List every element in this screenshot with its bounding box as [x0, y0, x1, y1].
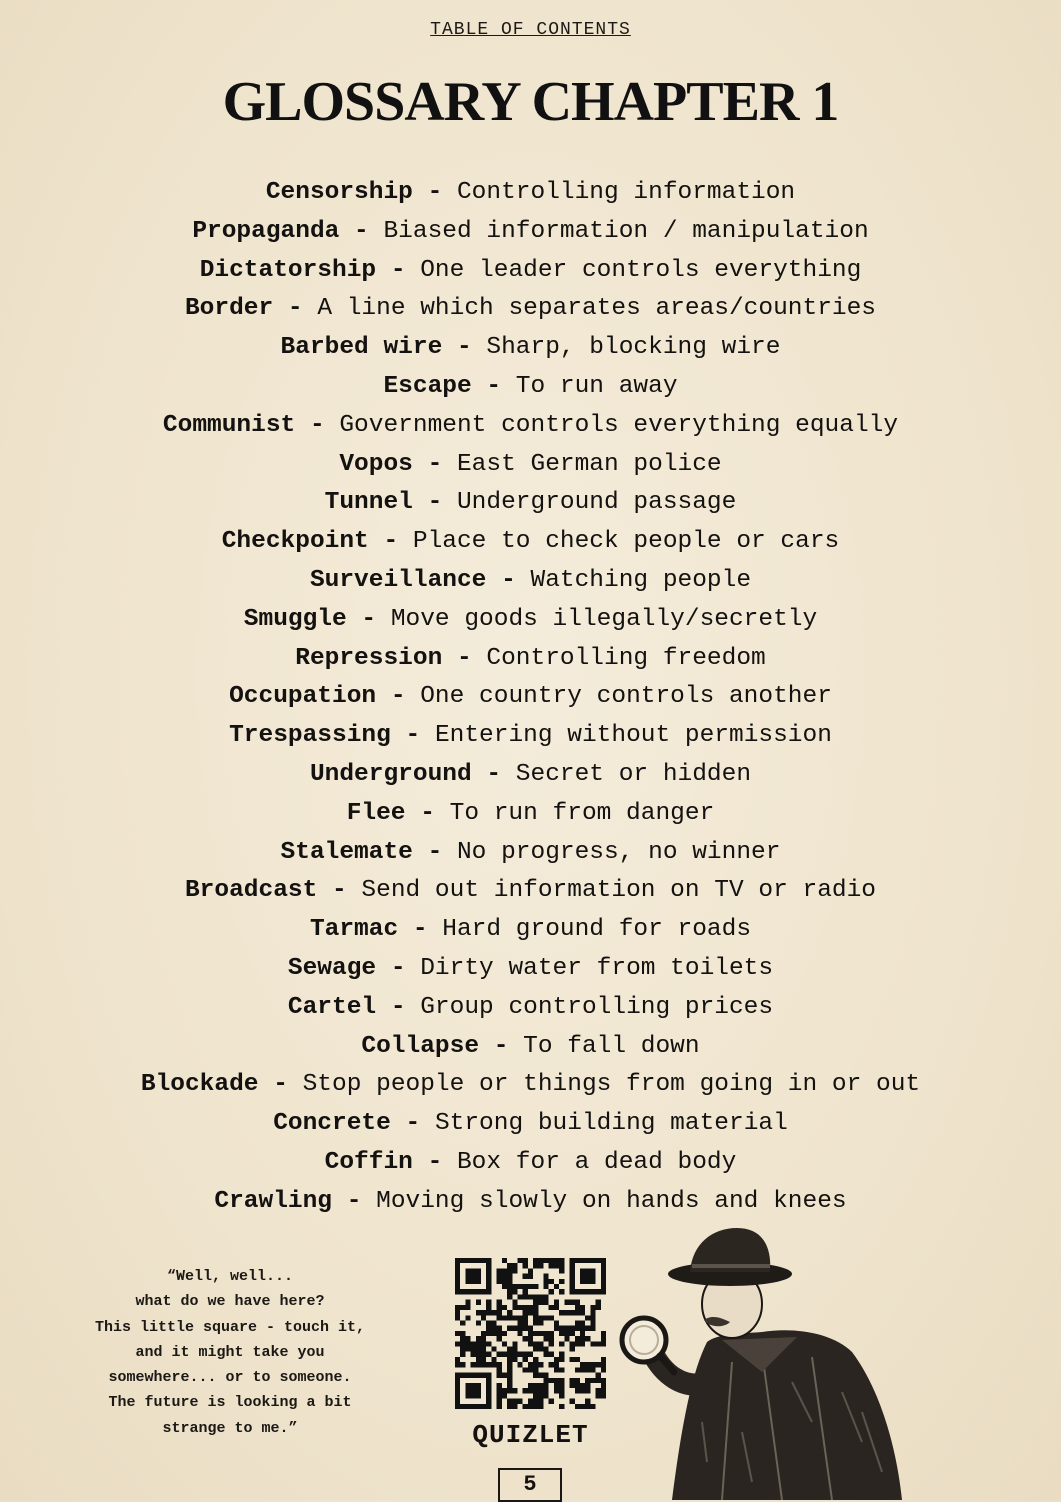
glossary-definition: Stop people or things from going in or out	[302, 1071, 921, 1099]
glossary-item	[0, 1183, 1061, 1222]
glossary-item	[0, 484, 1061, 523]
glossary-item	[0, 756, 1061, 795]
glossary-definition: Controlling information	[456, 179, 796, 206]
glossary-definition: Dirty water from toilets	[420, 954, 774, 982]
glossary-definition: A line which separates areas/countries	[317, 295, 877, 323]
glossary-item	[0, 1066, 1061, 1105]
qr-code-icon[interactable]	[455, 1258, 606, 1409]
glossary-definition: Move goods illegally/secretly	[390, 605, 818, 633]
glossary-definition: Secret or hidden	[515, 760, 752, 788]
glossary-separator: -	[479, 1032, 524, 1060]
glossary-separator: -	[412, 1148, 457, 1176]
glossary-separator: -	[471, 760, 516, 788]
glossary-term: Flee	[346, 799, 406, 827]
glossary-separator: -	[258, 1071, 303, 1099]
glossary-term: Checkpoint	[221, 528, 369, 556]
glossary-definition: Watching people	[530, 566, 752, 594]
glossary-separator: -	[346, 605, 391, 633]
glossary-definition: Strong building material	[434, 1110, 788, 1138]
glossary-separator: -	[486, 566, 531, 594]
glossary-term: Cartel	[287, 993, 377, 1021]
glossary-item	[0, 717, 1061, 756]
glossary-definition: Entering without permission	[434, 722, 832, 750]
glossary-item	[0, 290, 1061, 329]
glossary-item	[0, 562, 1061, 601]
glossary-definition: To fall down	[523, 1032, 700, 1060]
glossary-item	[0, 989, 1061, 1028]
glossary-term: Sewage	[287, 954, 377, 982]
glossary-definition: Send out information on TV or radio	[361, 877, 877, 905]
glossary-item	[0, 329, 1061, 368]
detective-illustration-icon	[612, 1222, 912, 1500]
glossary-definition: Moving slowly on hands and knees	[376, 1187, 847, 1215]
table-of-contents-link[interactable]: TABLE OF CONTENTS	[430, 20, 631, 40]
glossary-separator: -	[376, 256, 421, 284]
glossary-item	[0, 1028, 1061, 1067]
glossary-term: Border	[184, 295, 274, 323]
glossary-term: Tunnel	[324, 489, 413, 517]
glossary-separator: -	[317, 877, 362, 905]
glossary-list	[0, 174, 1061, 1222]
glossary-definition: Box for a dead body	[456, 1148, 737, 1176]
glossary-separator: -	[390, 1110, 435, 1138]
glossary-definition: Controlling freedom	[486, 644, 766, 672]
glossary-item	[0, 911, 1061, 950]
page-title: GLOSSARY CHAPTER 1	[222, 71, 839, 133]
glossary-separator: -	[442, 644, 487, 672]
glossary-item	[0, 1105, 1061, 1144]
glossary-separator: -	[273, 295, 318, 323]
glossary-item	[0, 368, 1061, 407]
glossary-item	[0, 678, 1061, 717]
glossary-term: Collapse	[361, 1032, 480, 1060]
glossary-definition: Group controlling prices	[420, 993, 774, 1021]
glossary-item	[0, 795, 1061, 834]
glossary-separator: -	[412, 179, 457, 206]
qr-label: QUIZLET	[472, 1420, 589, 1450]
glossary-definition: One country controls another	[420, 683, 832, 711]
glossary-term: Concrete	[273, 1110, 391, 1138]
glossary-separator: -	[442, 334, 487, 362]
glossary-term: Crawling	[214, 1187, 333, 1215]
glossary-term: Tarmac	[309, 916, 399, 944]
glossary-term: Underground	[309, 760, 472, 788]
glossary-item	[0, 601, 1061, 640]
glossary-item	[0, 252, 1061, 291]
glossary-term: Blockade	[140, 1071, 259, 1099]
glossary-term: Stalemate	[280, 838, 413, 866]
glossary-definition: To run away	[515, 372, 678, 400]
glossary-term: Occupation	[229, 683, 377, 711]
glossary-separator: -	[471, 372, 516, 400]
glossary-separator: -	[368, 528, 413, 556]
glossary-definition: To run from danger	[449, 799, 715, 827]
glossary-item	[0, 640, 1061, 679]
glossary-term: Communist	[162, 411, 296, 439]
glossary-item	[0, 446, 1061, 485]
glossary-separator: -	[376, 683, 421, 711]
glossary-definition: One leader controls everything	[420, 256, 862, 284]
glossary-term: Censorship	[265, 179, 413, 206]
glossary-separator: -	[398, 916, 443, 944]
detective-quote: “Well, well... what do we have here? This little square - touch it, and it might take you somewhere... or to someone. The future is looking a bit strange to me.”	[94, 1268, 366, 1437]
glossary-separator: -	[405, 799, 450, 827]
glossary-term: Vopos	[339, 450, 413, 478]
glossary-separator: -	[412, 489, 457, 517]
glossary-definition: Biased information / manipulation	[383, 217, 869, 245]
glossary-term: Dictatorship	[199, 256, 377, 284]
glossary-separator: -	[376, 993, 421, 1021]
glossary-item	[0, 174, 1061, 213]
glossary-separator: -	[412, 450, 457, 478]
glossary-term: Escape	[383, 372, 472, 400]
glossary-definition: Hard ground for roads	[442, 916, 752, 944]
glossary-term: Smuggle	[243, 605, 347, 633]
glossary-separator: -	[390, 722, 435, 750]
glossary-definition: No progress, no winner	[456, 838, 781, 866]
glossary-definition: Sharp, blocking wire	[486, 334, 781, 362]
glossary-item	[0, 834, 1061, 873]
glossary-term: Barbed wire	[280, 334, 443, 362]
glossary-term: Broadcast	[184, 877, 318, 905]
glossary-term: Trespassing	[229, 722, 391, 750]
glossary-separator: -	[295, 411, 340, 439]
glossary-item	[0, 950, 1061, 989]
glossary-definition: East German police	[456, 450, 722, 478]
glossary-separator: -	[339, 217, 384, 245]
glossary-item	[0, 523, 1061, 562]
glossary-definition: Underground passage	[456, 489, 737, 517]
glossary-item	[0, 213, 1061, 252]
glossary-item	[0, 872, 1061, 911]
glossary-term: Propaganda	[192, 217, 340, 245]
glossary-term: Repression	[295, 644, 443, 672]
glossary-item	[0, 407, 1061, 446]
glossary-separator: -	[376, 954, 421, 982]
glossary-separator: -	[332, 1187, 377, 1215]
glossary-term: Surveillance	[309, 566, 487, 594]
glossary-definition: Place to check people or cars	[412, 528, 840, 556]
glossary-separator: -	[412, 838, 457, 866]
page-number: 5	[498, 1468, 562, 1502]
glossary-definition: Government controls everything equally	[339, 411, 899, 439]
glossary-item	[0, 1144, 1061, 1183]
glossary-term: Coffin	[324, 1148, 413, 1176]
